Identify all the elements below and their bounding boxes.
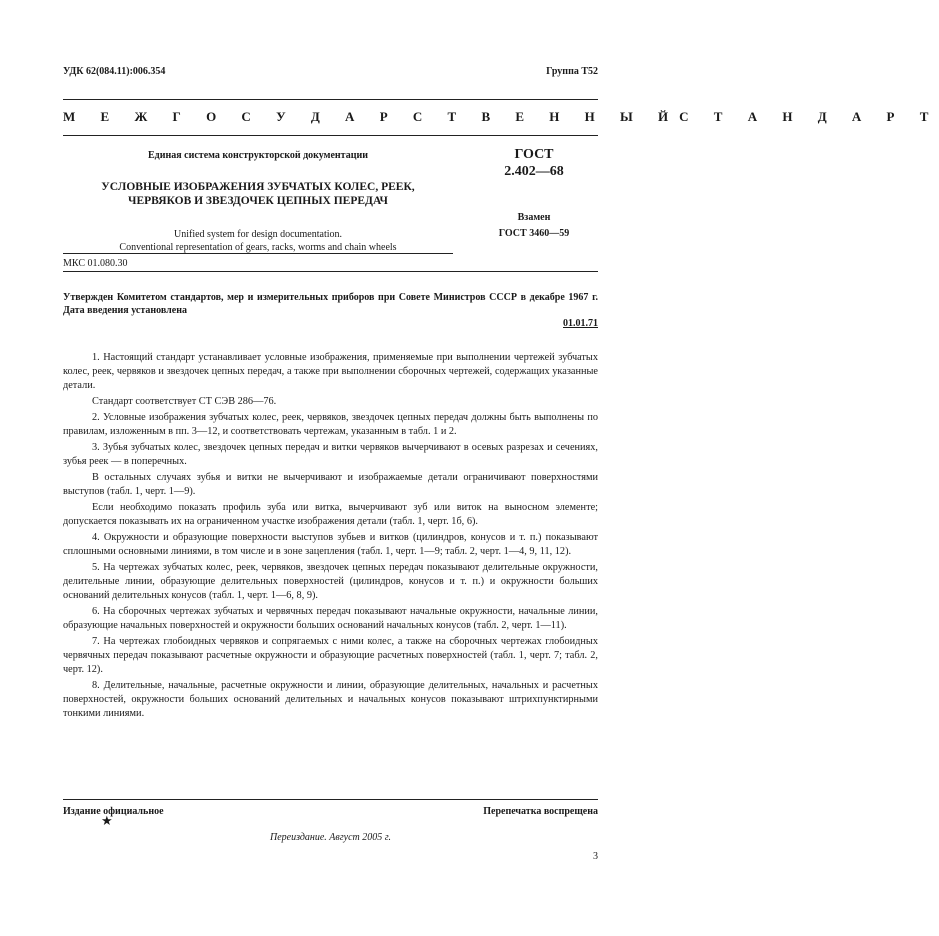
standard-title <box>63 180 453 208</box>
reprint-prohibited-label: Перепечатка воспрещена <box>483 806 598 817</box>
effective-date: 01.01.71 <box>563 318 598 329</box>
standard-title-english <box>63 228 453 254</box>
paragraph-sev: Стандарт соответствует СТ СЭВ 286—76. <box>92 396 277 407</box>
paragraph-7: 7. На чертежах глобоидных червяков и сопрягаемых с ними колес, а также на сборочных чертежах глобоидных червячных передач показывают расчетные окружности и образующие расчетных поверхностей (табл. 1, черт. 7; табл. 2, черт. 12). <box>63 636 598 675</box>
document-system-name: Единая система конструкторской документации <box>148 150 368 161</box>
paragraph-3-other-cases: В остальных случаях зубья и витки не вычерчивают и изображаемые детали ограничивают поверхностями выступов (табл. 1, черт. 1—9). <box>63 472 598 497</box>
mks-code: МКС 01.080.30 <box>63 258 128 269</box>
approval-statement: Утвержден Комитетом стандартов, мер и измерительных приборов при Совете Министров СССР в декабре 1967 г. Дата введения установлена <box>63 292 598 316</box>
replaces-number: ГОСТ 3460—59 <box>498 228 570 239</box>
gost-designation <box>470 146 598 180</box>
page-number: 3 <box>593 851 598 862</box>
standard-body <box>63 351 598 723</box>
footer-rule <box>63 799 598 800</box>
udk-code: УДК 62(084.11):006.354 <box>63 66 166 77</box>
paragraph-6: 6. На сборочных чертежах зубчатых и червячных передач показывают начальные окружности, начальные линии, образующие начальных поверхностей и окружности больших оснований начальных конусов (табл. 2, черт. 1—11). <box>63 606 598 631</box>
title-en-line-2: Conventional representation of gears, racks, worms and chain wheels <box>119 242 397 253</box>
reissue-note: Переиздание. Август 2005 г. <box>269 832 392 843</box>
title-bottom-rule <box>63 271 598 272</box>
title-ru-line-2: ЧЕРВЯКОВ И ЗВЕЗДОЧЕК ЦЕПНЫХ ПЕРЕДАЧ <box>128 195 388 207</box>
paragraph-1: 1. Настоящий стандарт устанавливает условные изображения, применяемые при выполнении чертежей зубчатых колес, реек, червяков и звездочек цепных передач, а также при выполнении сборочных чертежей, содержащих указанные детали. <box>63 352 598 391</box>
header-bottom-rule <box>63 135 598 136</box>
paragraph-5: 5. На чертежах зубчатых колес, реек, червяков, звездочек цепных передач показывают делительные окружности, делительные линии, образующие делительных поверхностей (цилиндров, конусов и т. п.) и окружности больших оснований делительных конусов (табл. 1, черт. 1—6, 8, 9). <box>63 562 598 601</box>
interstate-standard-banner <box>63 109 939 125</box>
paragraph-4: 4. Окружности и образующие поверхности выступов зубьев и витков (цилиндров, конусов и т. п.) показывают сплошными основными линиями, в том числе и в зоне зацепления (табл. 1, черт. 1—9; табл. 2, черт. 1—4, 9, 11, 12). <box>63 532 598 557</box>
replaces-label: Взамен <box>517 212 551 223</box>
banner-word-interstate: М Е Ж Г О С У Д А Р С Т В Е Н Н Ы Й <box>63 109 680 124</box>
title-ru-line-1: УСЛОВНЫЕ ИЗОБРАЖЕНИЯ ЗУБЧАТЫХ КОЛЕС, РЕЕК, <box>101 181 415 193</box>
star-icon: ★ <box>101 813 113 828</box>
title-en-line-1: Unified system for design documentation. <box>173 229 343 240</box>
header-top-rule <box>63 99 598 100</box>
banner-word-standard: С Т А Н Д А Р Т <box>679 109 939 124</box>
gost-number: 2.402—68 <box>504 164 564 179</box>
replaces-block <box>470 210 598 242</box>
gost-label: ГОСТ <box>514 147 554 162</box>
group-code: Группа Т52 <box>546 66 598 77</box>
paragraph-3-profile: Если необходимо показать профиль зуба или витка, вычерчивают зуб или виток на выносном элементе; допускается показывать их на ограниченном участке изображения детали (табл. 1, черт. 1б, 6). <box>63 502 598 527</box>
paragraph-2: 2. Условные изображения зубчатых колес, реек, червяков, звездочек цепных передач должны быть выполнены по правилам, изложенным в пп. 3—12, и соответствовать чертежам, указанным в табл. 1 и 2. <box>63 412 598 437</box>
official-edition-label: Издание официальное <box>63 806 164 817</box>
paragraph-8: 8. Делительные, начальные, расчетные окружности и линии, образующие делительных, начальных и расчетных поверхностей, окружности больших оснований делительных и начальных конусов показывают штрихпунктирными тонкими линиями. <box>63 680 598 719</box>
paragraph-3: 3. Зубья зубчатых колес, звездочек цепных передач и витки червяков вычерчивают в осевых разрезах и сечениях, зубья реек — в поперечных. <box>63 442 598 467</box>
